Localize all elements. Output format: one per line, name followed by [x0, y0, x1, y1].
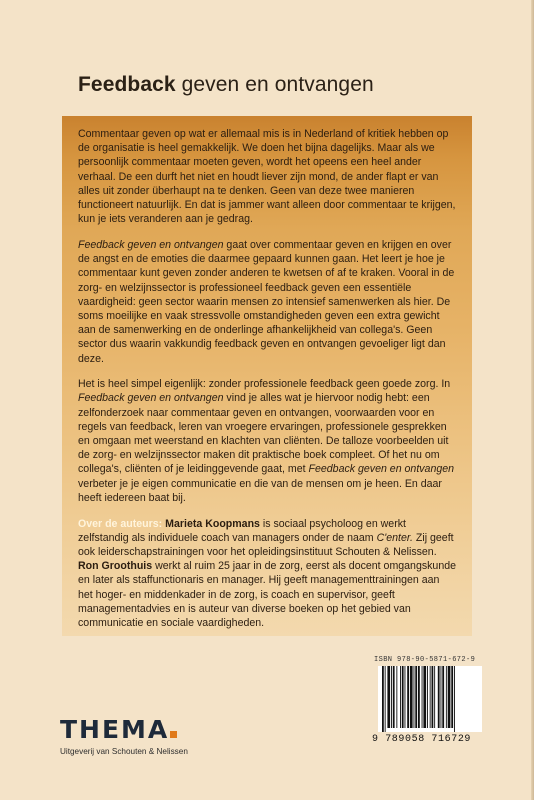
blurb-text	[78, 127, 456, 642]
author-name-2: Ron Groothuis	[78, 560, 153, 573]
authors-text-3: werkt al ruim 25 jaar in de zorg, eerst als docent omgangskunde en later als staffunctionaris en manager. Hij geeft managementtrainingen aan het hoger- en middenkader in de zorg, is coach en supervisor, geeft managementadvies en is auteur van diverse boeken op het gebied van communicatie en sociale vaardigheden.	[78, 560, 457, 629]
paragraph-intro: Commentaar geven op wat er allemaal mis is in Nederland of kritiek hebben op de organisatie is heel gemakkelijk. We doen het bijna dagelijks. Maar als we persoonlijk commentaar moeten geven, wordt het opeens een heel ander verhaal. De een durft het niet en houdt liever zijn mond, de ander flapt er van alles uit zonder überhaupt na te denken. Geen van deze twee manieren functioneert natuurlijk. En dat is jammer want alleen door commentaar te krijgen, kun je iets veranderen aan je gedrag.	[78, 128, 456, 226]
contents-part-1: Het is heel simpel eigenlijk: zonder professionele feedback geen goede zorg. In	[78, 378, 451, 391]
company-name: C'enter.	[376, 531, 413, 544]
barcode-icon	[378, 666, 482, 732]
contents-part-2: vind je alles wat je hiervoor nodig hebt: een zelfonderzoek naar commentaar geven en ontvangen, voorwaarden voor en regels van feedback, leren van vroegere ervaringen, professionele gesprekken en omgaan met weerstand en klachten van cliënten. De talloze voorbeelden uit de zorg- en welzijnssector maken dit praktische boek compleet. Of het nu om collega's, cliënten of je leidinggevende gaat, met	[78, 392, 449, 476]
book-title	[78, 73, 498, 97]
isbn-label: ISBN 978-90-5871-672-9	[374, 656, 476, 664]
logo-text: THEMA	[60, 715, 170, 744]
authors-label: Over de auteurs:	[78, 517, 163, 530]
barcode-digits: 9 789058 716729	[372, 734, 472, 745]
title-rest-part: geven en ontvangen	[175, 73, 374, 96]
contents-part-3: verbeter je je eigen communicatie en die van de mensen om je heen. En daar heeft iedereen baat bij.	[78, 477, 442, 504]
paragraph-contents	[78, 377, 456, 505]
authors-text-2: Zij geeft ook leiderschapstrainingen voor het opleidingsinstituut Schouten & Nelissen.	[78, 531, 454, 558]
paragraph-about-book-text: gaat over commentaar geven en krijgen en over de angst en de emoties die daarmee gepaard kunnen gaan. Het leert je hoe je commentaar kunt geven zonder anderen te kwetsen of af te kraken. Vooral in de zorg- en welzijnssector is professioneel feedback geven een essentiële vaardigheid: geen sector waarin mensen zo intensief samenwerken als hier. De soms moeilijke en vaak stressvolle omstandigheden geven een extra gewicht aan de samenwerking en de onderlinge afhankelijkheid van collega's. Geen sector dus waarin vakkundig feedback geven en ontvangen gevoeliger ligt dan deze.	[78, 238, 455, 365]
author-name-1: Marieta Koopmans	[165, 517, 260, 530]
logo-dot-icon	[170, 731, 177, 738]
logo-wordmark	[60, 717, 188, 743]
publisher-logo	[60, 717, 188, 756]
title-bold-part: Feedback	[78, 73, 176, 96]
publisher-name: Uitgeverij van Schouten & Nelissen	[60, 747, 188, 756]
authors-text-1: is sociaal psycholoog en werkt zelfstandig als individuele coach van managers onder de naam	[78, 517, 406, 544]
book-title-italic: Feedback geven en ontvangen	[78, 238, 224, 251]
book-title-italic: Feedback geven en ontvangen	[78, 392, 224, 405]
paragraph-authors	[78, 517, 456, 631]
paragraph-about-book	[78, 238, 456, 366]
book-title-italic: Feedback geven en ontvangen	[308, 463, 455, 476]
